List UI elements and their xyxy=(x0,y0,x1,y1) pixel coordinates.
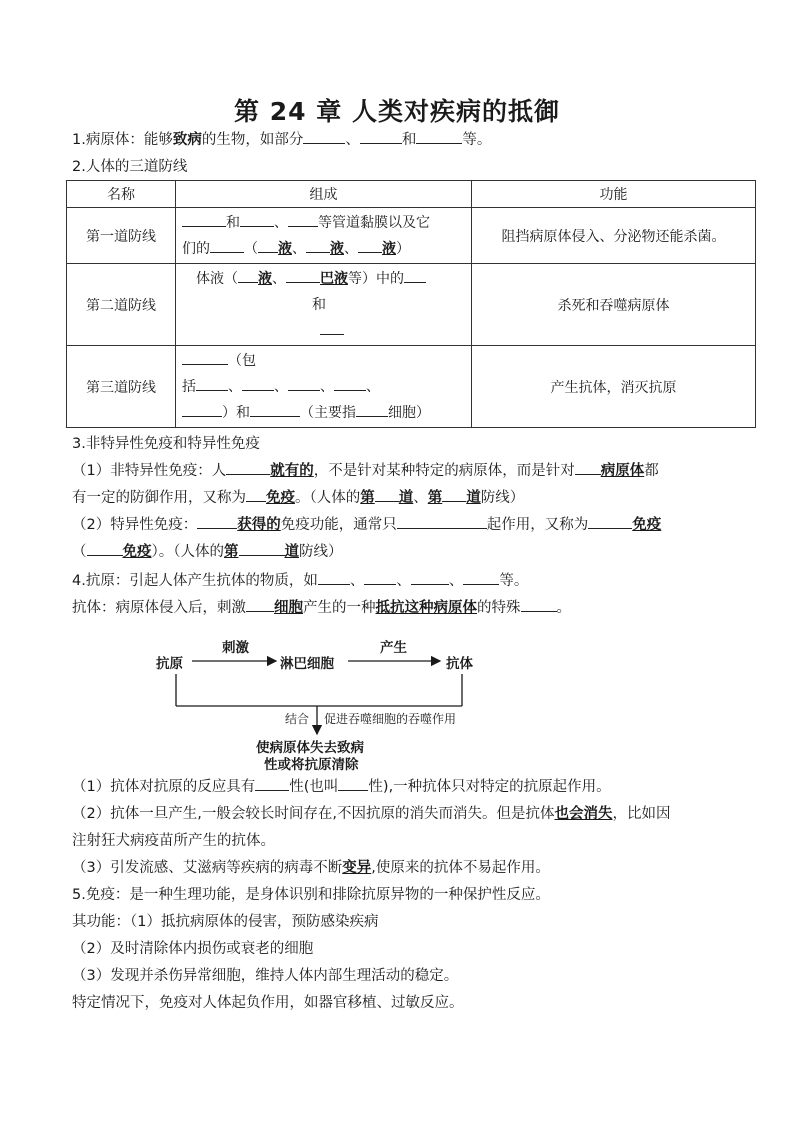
row-composition: 体液（ 液、 巴液等）中的 和 xyxy=(176,264,472,346)
produce-label: 产生 xyxy=(380,640,407,656)
col-header-name: 名称 xyxy=(67,181,176,208)
pathogen-definition: 1.病原体：能够致病的生物，如部分 、 和 等。 xyxy=(72,128,491,152)
antibody-label: 抗体 xyxy=(446,656,473,672)
paragraph: 有一定的防御作用，又称为 免疫。（人体的第 道、第 道防线） xyxy=(72,486,524,510)
blank[interactable] xyxy=(242,375,274,391)
paragraph: （2）抗体一旦产生,一般会较长时间存在,不因抗原的消失而消失。但是抗体也会消失，比如因 xyxy=(72,806,671,822)
blank[interactable] xyxy=(246,596,274,612)
section-heading: 3.非特异性免疫和特异性免疫 xyxy=(72,436,260,452)
row-name: 第一道防线 xyxy=(67,208,176,264)
paragraph: 特定情况下，免疫对人体起负作用，如器官移植、过敏反应。 xyxy=(72,995,464,1011)
row-composition: 和 、 等管道黏膜以及它 们的 （ 液、 液、 液） xyxy=(176,208,472,264)
page-title: 第 24 章 人类对疾病的抵御 xyxy=(234,97,560,126)
row-function: 杀死和吞噬病原体 xyxy=(472,264,756,346)
row-name: 第二道防线 xyxy=(67,264,176,346)
blank[interactable] xyxy=(182,349,228,365)
blank[interactable] xyxy=(197,513,237,529)
blank[interactable] xyxy=(239,540,285,556)
paragraph: （2）特异性免疫： 获得的免疫功能，通常只 起作用，又称为 免疫 xyxy=(72,513,661,537)
blank[interactable] xyxy=(182,401,222,417)
paragraph: （3）引发流感、艾滋病等疾病的病毒不断变异,使原来的抗体不易起作用。 xyxy=(72,860,550,876)
blank[interactable] xyxy=(521,596,557,612)
blank[interactable] xyxy=(575,459,601,475)
row-function: 阻挡病原体侵入、分泌物还能杀菌。 xyxy=(472,208,756,264)
blank[interactable] xyxy=(416,128,462,144)
blank[interactable] xyxy=(288,211,318,227)
blank[interactable] xyxy=(588,513,632,529)
table-header-row xyxy=(67,181,756,208)
row-composition: （包 括 、 、 、 、 ）和 （主要指 细胞） xyxy=(176,346,472,428)
col-header-function: 功能 xyxy=(472,181,756,208)
blank[interactable] xyxy=(411,569,449,585)
stimulate-label: 刺激 xyxy=(222,640,249,656)
blank[interactable] xyxy=(463,569,499,585)
table-row xyxy=(67,264,756,346)
paragraph: （3）发现并杀伤异常细胞，维持人体内部生理活动的稳定。 xyxy=(72,968,459,984)
row-function: 产生抗体，消灭抗原 xyxy=(472,346,756,428)
col-header-composition: 组成 xyxy=(176,181,472,208)
blank[interactable] xyxy=(288,375,320,391)
blank[interactable] xyxy=(404,267,426,283)
blank[interactable] xyxy=(238,267,258,283)
antigen-definition: 4.抗原：引起人体产生抗体的物质，如 、 、 、 等。 xyxy=(72,569,528,593)
blank[interactable] xyxy=(334,375,366,391)
section-heading: 2.人体的三道防线 xyxy=(72,159,188,175)
defense-lines-table xyxy=(66,180,756,428)
result-line-1: 使病原体失去致病 xyxy=(256,740,364,756)
antibody-diagram xyxy=(150,630,490,775)
paragraph: 注射狂犬病疫苗所产生的抗体。 xyxy=(72,833,275,849)
paragraph: （1）非特异性免疫：人 就有的，不是针对某种特定的病原体，而是针对 病原体都 xyxy=(72,459,659,483)
paragraph: （1）抗体对抗原的反应具有 性(也叫 性),一种抗体只对特定的抗原起作用。 xyxy=(72,775,611,799)
antibody-definition: 抗体：病原体侵入后，刺激 细胞产生的一种抵抗这种病原体的特殊 。 xyxy=(72,596,571,620)
combine-label: 结合 xyxy=(285,712,310,726)
blank[interactable] xyxy=(306,237,330,253)
paragraph: 其功能：（1）抵抗病原体的侵害，预防感染疾病 xyxy=(72,914,379,930)
blank[interactable] xyxy=(286,267,320,283)
phagocyte-promote-label: 促进吞噬细胞的吞噬作用 xyxy=(324,712,457,726)
blank[interactable] xyxy=(375,486,399,502)
blank[interactable] xyxy=(360,128,402,144)
lymphocyte-label: 淋巴细胞 xyxy=(280,656,334,672)
blank[interactable] xyxy=(397,513,487,529)
blank[interactable] xyxy=(364,569,396,585)
blank[interactable] xyxy=(358,237,382,253)
blank[interactable] xyxy=(338,775,368,791)
blank[interactable] xyxy=(255,775,289,791)
blank[interactable] xyxy=(250,401,300,417)
blank[interactable] xyxy=(182,211,226,227)
table-row xyxy=(67,346,756,428)
blank[interactable] xyxy=(442,486,466,502)
blank[interactable] xyxy=(196,375,228,391)
blank[interactable] xyxy=(356,401,388,417)
blank[interactable] xyxy=(258,237,278,253)
immunity-definition: 5.免疫：是一种生理功能，是身体识别和排除抗原异物的一种保护性反应。 xyxy=(72,887,550,903)
paragraph: （ 免疫）。（人体的第 道防线） xyxy=(72,540,343,564)
blank[interactable] xyxy=(240,211,274,227)
antigen-label: 抗原 xyxy=(156,656,183,672)
result-line-2: 性或将抗原清除 xyxy=(264,757,359,773)
blank[interactable] xyxy=(226,459,270,475)
blank[interactable] xyxy=(246,486,266,502)
blank[interactable] xyxy=(318,569,350,585)
blank[interactable] xyxy=(303,128,345,144)
row-name: 第三道防线 xyxy=(67,346,176,428)
blank[interactable] xyxy=(87,540,123,556)
blank[interactable] xyxy=(320,319,344,335)
table-row xyxy=(67,208,756,264)
paragraph: （2）及时清除体内损伤或衰老的细胞 xyxy=(72,941,314,957)
blank[interactable] xyxy=(210,237,244,253)
